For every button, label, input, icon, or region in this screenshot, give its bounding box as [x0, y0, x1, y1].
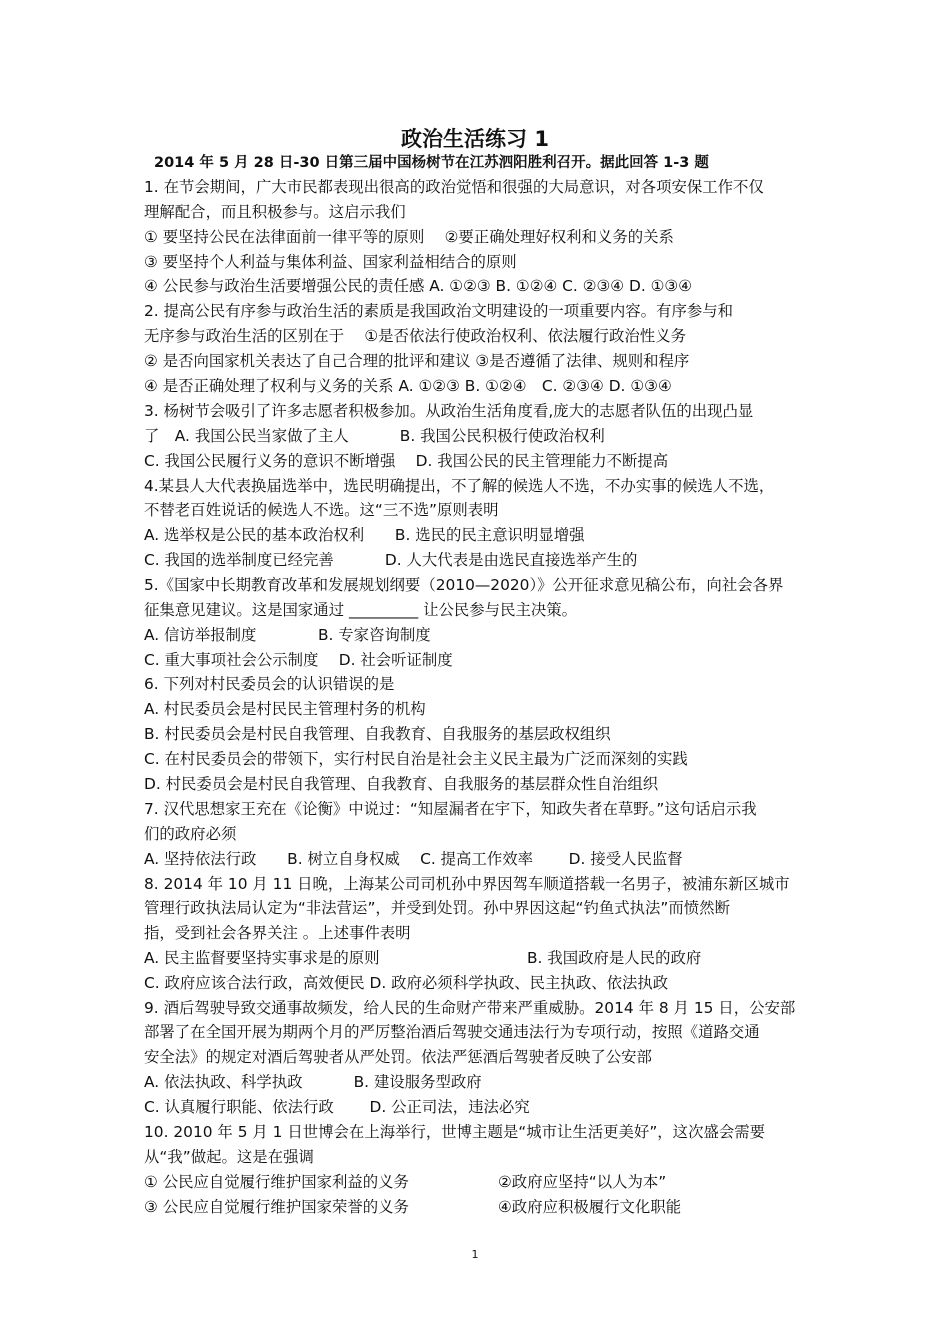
- option-4: ④政府应积极履行文化职能: [498, 1198, 682, 1216]
- intro-text: 2014 年 5 月 28 日-30 日第三届中国杨树节在江苏泗阳胜利召开。据此回答 1-3 题: [154, 155, 709, 171]
- text-line: 8. 2014 年 10 月 11 日晚，上海某公司司机孙中界因驾车顺道搭载一名男子，被浦东新区城市: [144, 875, 790, 893]
- text-line: A. 坚持依法行政 B. 树立自身权威 C. 提高工作效率 D. 接受人民监督: [144, 850, 683, 868]
- text-line: ① 要坚持公民在法律面前一律平等的原则 ②要正确处理好权利和义务的关系: [144, 228, 674, 246]
- option-1: ① 公民应自觉履行维护国家利益的义务: [144, 1173, 409, 1191]
- text-line: 征集意见建议。这是国家通过 _________ 让公民参与民主决策。: [144, 601, 578, 619]
- text-line: 7. 汉代思想家王充在《论衡》中说过：“知屋漏者在宇下，知政失者在草野。”这句话启示我: [144, 800, 757, 818]
- option-b: B. 我国政府是人民的政府: [527, 949, 702, 967]
- text-line: 3. 杨树节会吸引了许多志愿者积极参加。从政治生活角度看,庞大的志愿者队伍的出现凸显: [144, 402, 754, 420]
- text-line: 安全法》的规定对酒后驾驶者从严处罚。依法严惩酒后驾驶者反映了公安部: [144, 1048, 652, 1066]
- text-line: C. 政府应该合法行政，高效便民 D. 政府必须科学执政、民主执政、依法执政: [144, 974, 669, 992]
- option-a: A. 民主监督要坚持实事求是的原则: [144, 949, 380, 967]
- text-line: 2. 提高公民有序参与政治生活的素质是我国政治文明建设的一项重要内容。有序参与和: [144, 302, 734, 320]
- text-line: 无序参与政治生活的区别在于 ①是否依法行使政治权利、依法履行政治性义务: [144, 327, 686, 345]
- text-line: 5.《国家中长期教育改革和发展规划纲要（2010—2020）》公开征求意见稿公布，向社会各界: [144, 576, 784, 594]
- text-line: ② 是否向国家机关表达了自己合理的批评和建议 ③是否遵循了法律、规则和程序: [144, 352, 690, 370]
- text-line: 10. 2010 年 5 月 1 日世博会在上海举行，世博主题是“城市让生活更美好”，这次盛会需要: [144, 1123, 766, 1141]
- option-3: ③ 公民应自觉履行维护国家荣誉的义务: [144, 1198, 409, 1216]
- text-line: ③ 要坚持个人利益与集体利益、国家利益相结合的原则: [144, 253, 517, 271]
- text-line: 4.某县人大代表换届选举中，选民明确提出，不了解的候选人不选，不办实事的候选人不选，: [144, 477, 775, 495]
- text-line: ④ 公民参与政治生活要增强公民的责任感 A. ①②③ B. ①②④ C. ②③④ D. ①③④: [144, 277, 693, 295]
- text-line: C. 重大事项社会公示制度 D. 社会听证制度: [144, 651, 453, 669]
- text-line: A. 依法执政、科学执政 B. 建设服务型政府: [144, 1073, 482, 1091]
- text-line: 们的政府必须: [144, 825, 237, 843]
- text-line: 9. 酒后驾驶导致交通事故频发，给人民的生命财产带来严重威胁。2014 年 8 月 15 日，公安部: [144, 999, 796, 1017]
- text-line: 部署了在全国开展为期两个月的严厉整治酒后驾驶交通违法行为专项行动，按照《道路交通: [144, 1023, 760, 1041]
- text-line: 6. 下列对村民委员会的认识错误的是: [144, 675, 395, 693]
- text-line: B. 村民委员会是村民自我管理、自我教育、自我服务的基层政权组织: [144, 725, 611, 743]
- text-line: C. 我国公民履行义务的意识不断增强 D. 我国公民的民主管理能力不断提高: [144, 452, 669, 470]
- page-title: 政治生活练习 1: [401, 127, 549, 151]
- text-line: 指，受到社会各界关注 。上述事件表明: [144, 924, 411, 942]
- text-line: 不替老百姓说话的候选人不选。这“三不选”原则表明: [144, 501, 499, 519]
- text-line: ④ 是否正确处理了权利与义务的关系 A. ①②③ B. ①②④ C. ②③④ D. ①③④: [144, 377, 672, 395]
- text-line: C. 在村民委员会的带领下，实行村民自治是社会主义民主最为广泛而深刻的实践: [144, 750, 688, 768]
- text-line: 了 A. 我国公民当家做了主人 B. 我国公民积极行使政治权利: [144, 427, 605, 445]
- text-line: 管理行政执法局认定为“非法营运”，并受到处罚。孙中界因这起“钓鱼式执法”而愤然断: [144, 899, 730, 917]
- text-line: C. 我国的选举制度已经完善 D. 人大代表是由选民直接选举产生的: [144, 551, 638, 569]
- text-line: A. 选举权是公民的基本政治权利 B. 选民的民主意识明显增强: [144, 526, 585, 544]
- text-line: 1. 在节会期间，广大市民都表现出很高的政治觉悟和很强的大局意识，对各项安保工作不仅: [144, 178, 764, 196]
- text-line: D. 村民委员会是村民自我管理、自我教育、自我服务的基层群众性自治组织: [144, 775, 659, 793]
- text-line: A. 村民委员会是村民民主管理村务的机构: [144, 700, 426, 718]
- text-line: 从“我”做起。这是在强调: [144, 1148, 314, 1166]
- text-line: A. 信访举报制度 B. 专家咨询制度: [144, 626, 431, 644]
- option-2: ②政府应坚持“以人为本”: [498, 1173, 667, 1191]
- text-line: 理解配合，而且积极参与。这启示我们: [144, 203, 406, 221]
- page-number: 1: [471, 1248, 479, 1261]
- text-line: C. 认真履行职能、依法行政 D. 公正司法，违法必究: [144, 1098, 530, 1116]
